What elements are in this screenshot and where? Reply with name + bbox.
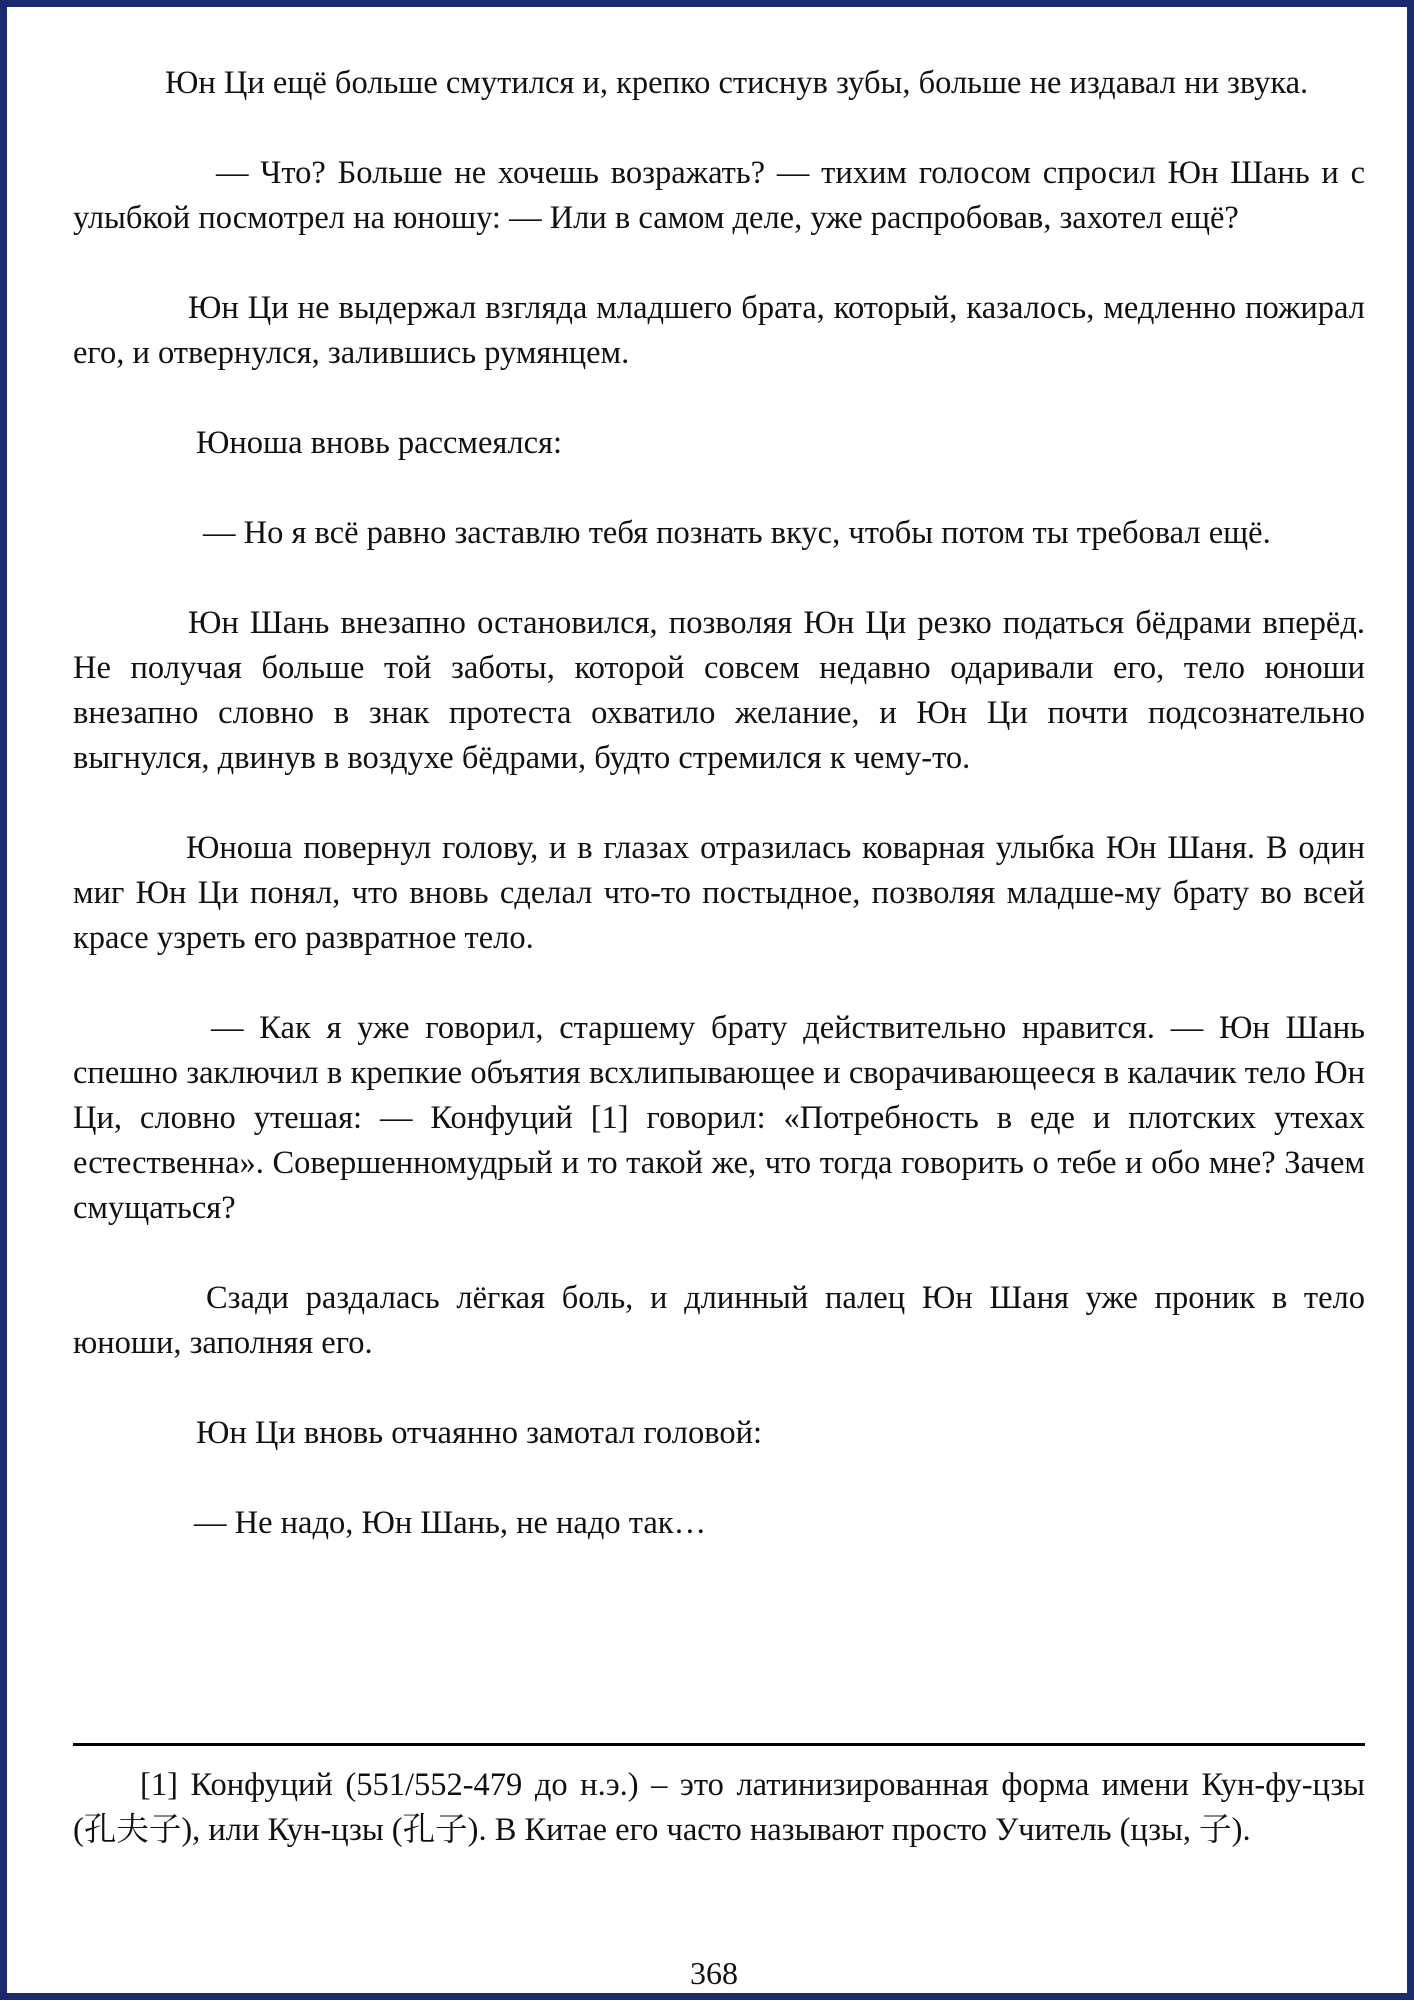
paragraph-text: Юноша вновь рассмеялся: xyxy=(196,425,562,461)
paragraph-6 xyxy=(73,601,1365,781)
paragraph-4 xyxy=(73,421,1365,466)
paragraph-text: Юн Шань внезапно остановился, позволяя Юн Ци резко податься бёдрами вперёд. Не получая больше той заботы, которой совсем недавно одаривали его, тело юноши внезапно словно в знак протеста охватило желание, и Юн Ци почти подсознательно выгнулся, двинув в воздухе бёдрами, будто стремился к чему-то. xyxy=(73,605,1365,776)
paragraph-text: — Как я уже говорил, старшему брату действительно нравится. — Юн Шань спешно заключил в крепкие объятия всхлипывающее и сворачивающееся в калачик тело Юн Ци, словно утешая: — Конфуций [1] говорил: «Потребность в еде и плотских утехах естественна». Совершенномудрый и то такой же, что тогда говорить о тебе и обо мне? Зачем смущаться? xyxy=(73,1010,1365,1226)
paragraph-7 xyxy=(73,826,1365,961)
paragraph-text: — Что? Больше не хочешь возражать? — тихим голосом спросил Юн Шань и с улыбкой посмотрел на юношу: — Или в самом деле, уже распробовав, захотел ещё? xyxy=(73,155,1365,236)
page-number: 368 xyxy=(690,1955,738,1991)
paragraph-5 xyxy=(73,511,1365,556)
paragraph-9 xyxy=(73,1276,1365,1366)
paragraph-2 xyxy=(73,151,1365,241)
body-text xyxy=(73,61,1365,1591)
footnote: [1] Конфуций (551/552-479 до н.э.) – это латинизированная форма имени Кун-фу-цзы (孔夫子), или Кун-цзы (孔子). В Китае его часто называют просто Учитель (цзы, 子). xyxy=(73,1767,1365,1848)
paragraph-10 xyxy=(73,1411,1365,1456)
paragraph-text: Сзади раздалась лёгкая боль, и длинный палец Юн Шаня уже проник в тело юноши, заполняя его. xyxy=(73,1280,1365,1361)
paragraph-11 xyxy=(73,1501,1365,1546)
paragraph-text: Юн Ци ещё больше смутился и, крепко стиснув зубы, больше не издавал ни звука. xyxy=(165,65,1309,101)
footnote-divider xyxy=(73,1743,1365,1746)
paragraph-text: Юн Ци не выдержал взгляда младшего брата, который, казалось, медленно пожирал его, и отвернулся, залившись румянцем. xyxy=(73,290,1365,371)
paragraph-text: Юноша повернул голову, и в глазах отразилась коварная улыбка Юн Шаня. В один миг Юн Ци понял, что вновь сделал что-то постыдное, позволяя младше-му брату во всей красе узреть его развратное тело. xyxy=(73,830,1365,956)
paragraph-text: Юн Ци вновь отчаянно замотал головой: xyxy=(196,1415,763,1451)
paragraph-8 xyxy=(73,1006,1365,1231)
paragraph-3 xyxy=(73,286,1365,376)
paragraph-text: — Но я всё равно заставлю тебя познать вкус, чтобы потом ты требовал ещё. xyxy=(203,515,1271,551)
paragraph-1 xyxy=(73,61,1365,106)
paragraph-text: — Не надо, Юн Шань, не надо так… xyxy=(194,1505,707,1541)
